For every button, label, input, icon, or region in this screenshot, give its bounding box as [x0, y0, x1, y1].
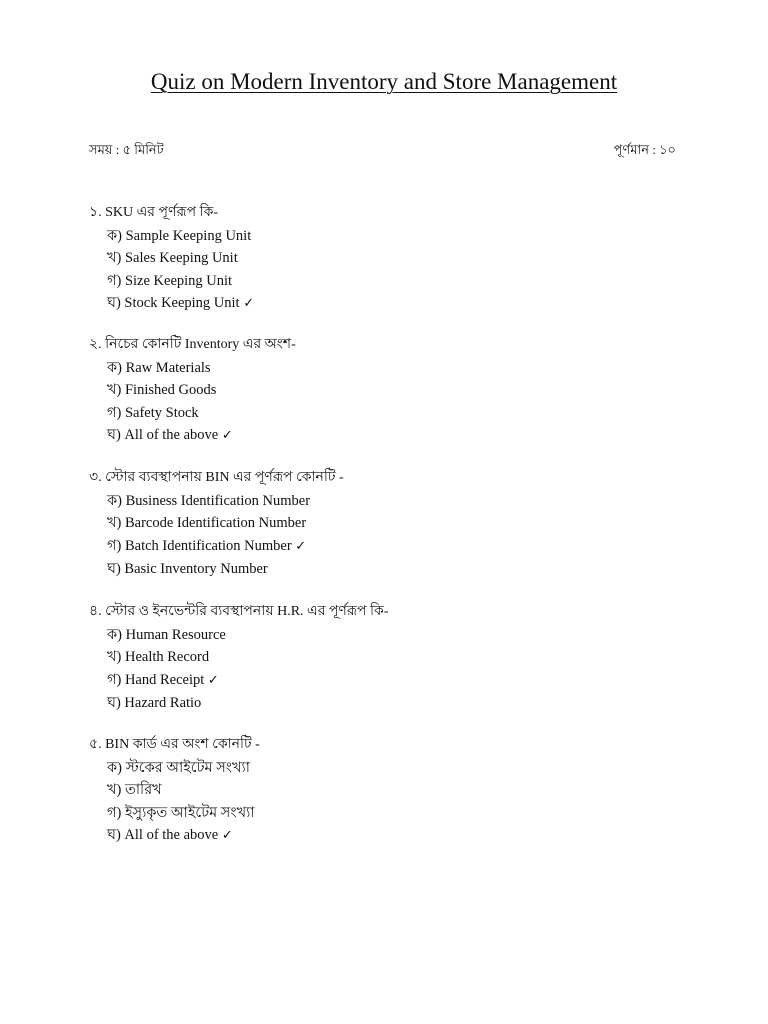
option-b	[107, 779, 689, 801]
option-c	[107, 535, 689, 558]
option-list	[107, 624, 689, 714]
check-mark-icon: ✓	[221, 827, 233, 843]
option-label: ঘ) Basic Inventory Number	[107, 560, 268, 577]
option-label: ঘ) All of the above	[107, 426, 219, 443]
option-label: খ) Health Record	[107, 649, 210, 666]
option-label: গ) Size Keeping Unit	[107, 272, 233, 289]
option-d	[107, 558, 689, 580]
option-label: ক) Human Resource	[107, 627, 226, 643]
check-mark-icon: ✓	[295, 538, 307, 554]
option-d	[107, 692, 689, 714]
option-label: ক) Raw Materials	[107, 360, 211, 376]
option-label: ঘ) All of the above	[107, 826, 219, 843]
document-title-block	[0, 66, 768, 98]
option-label: ক) Sample Keeping Unit	[107, 228, 252, 244]
option-d	[107, 824, 689, 847]
option-label: ঘ) Hazard Ratio	[107, 694, 202, 711]
option-list	[107, 490, 689, 580]
check-mark-icon: ✓	[221, 427, 233, 443]
option-a	[107, 757, 689, 779]
option-label: ক) Business Identification Number	[107, 493, 311, 509]
option-a	[107, 225, 689, 247]
option-c	[107, 402, 689, 424]
question-text: ৫. BIN কার্ড এর অংশ কোনটি -	[89, 737, 260, 752]
question-text: ২. নিচের কোনটি Inventory এর অংশ-	[89, 337, 296, 352]
option-label: গ) ইস্যুকৃত আইটেম সংখ্যা	[107, 804, 255, 821]
option-c	[107, 669, 689, 692]
marks-label: পূর্ণমান : ১০	[613, 142, 676, 157]
time-label: সময় : ৫ মিনিট	[89, 142, 164, 157]
question-text: ৩. স্টোর ব্যবস্থাপনায় BIN এর পূর্ণরূপ কোনটি -	[89, 470, 344, 485]
option-label: গ) Hand Receipt	[107, 671, 205, 688]
option-label: ক) স্টকের আইটেম সংখ্যা	[107, 760, 250, 776]
option-label: গ) Safety Stock	[107, 404, 199, 421]
question-5	[89, 735, 689, 847]
option-label: ঘ) Stock Keeping Unit	[107, 294, 240, 311]
option-label: খ) তারিখ	[107, 782, 162, 799]
check-mark-icon: ✓	[207, 672, 219, 688]
question-text: ৪. স্টোর ও ইনভেন্টরি ব্যবস্থাপনায় H.R. এর পূর্ণরূপ কি-	[89, 604, 389, 619]
option-a	[107, 490, 689, 512]
option-d	[107, 424, 689, 447]
check-mark-icon: ✓	[243, 295, 255, 311]
option-list	[107, 225, 689, 315]
document-title: Quiz on Modern Inventory and Store Management	[150, 69, 618, 94]
option-b	[107, 646, 689, 668]
option-d	[107, 292, 689, 315]
option-list	[107, 757, 689, 847]
option-b	[107, 247, 689, 269]
option-label: গ) Batch Identification Number	[107, 537, 292, 554]
option-label: খ) Finished Goods	[107, 382, 217, 399]
option-b	[107, 379, 689, 401]
question-1	[89, 203, 689, 315]
option-c	[107, 270, 689, 292]
option-a	[107, 624, 689, 646]
question-4	[89, 602, 689, 714]
option-c	[107, 802, 689, 824]
option-label: খ) Barcode Identification Number	[107, 515, 307, 532]
question-2	[89, 335, 689, 447]
option-list	[107, 357, 689, 447]
question-3	[89, 468, 689, 580]
question-text: ১. SKU এর পূর্ণরূপ কি-	[89, 205, 219, 220]
option-label: খ) Sales Keeping Unit	[107, 250, 238, 267]
option-b	[107, 512, 689, 534]
option-a	[107, 357, 689, 379]
